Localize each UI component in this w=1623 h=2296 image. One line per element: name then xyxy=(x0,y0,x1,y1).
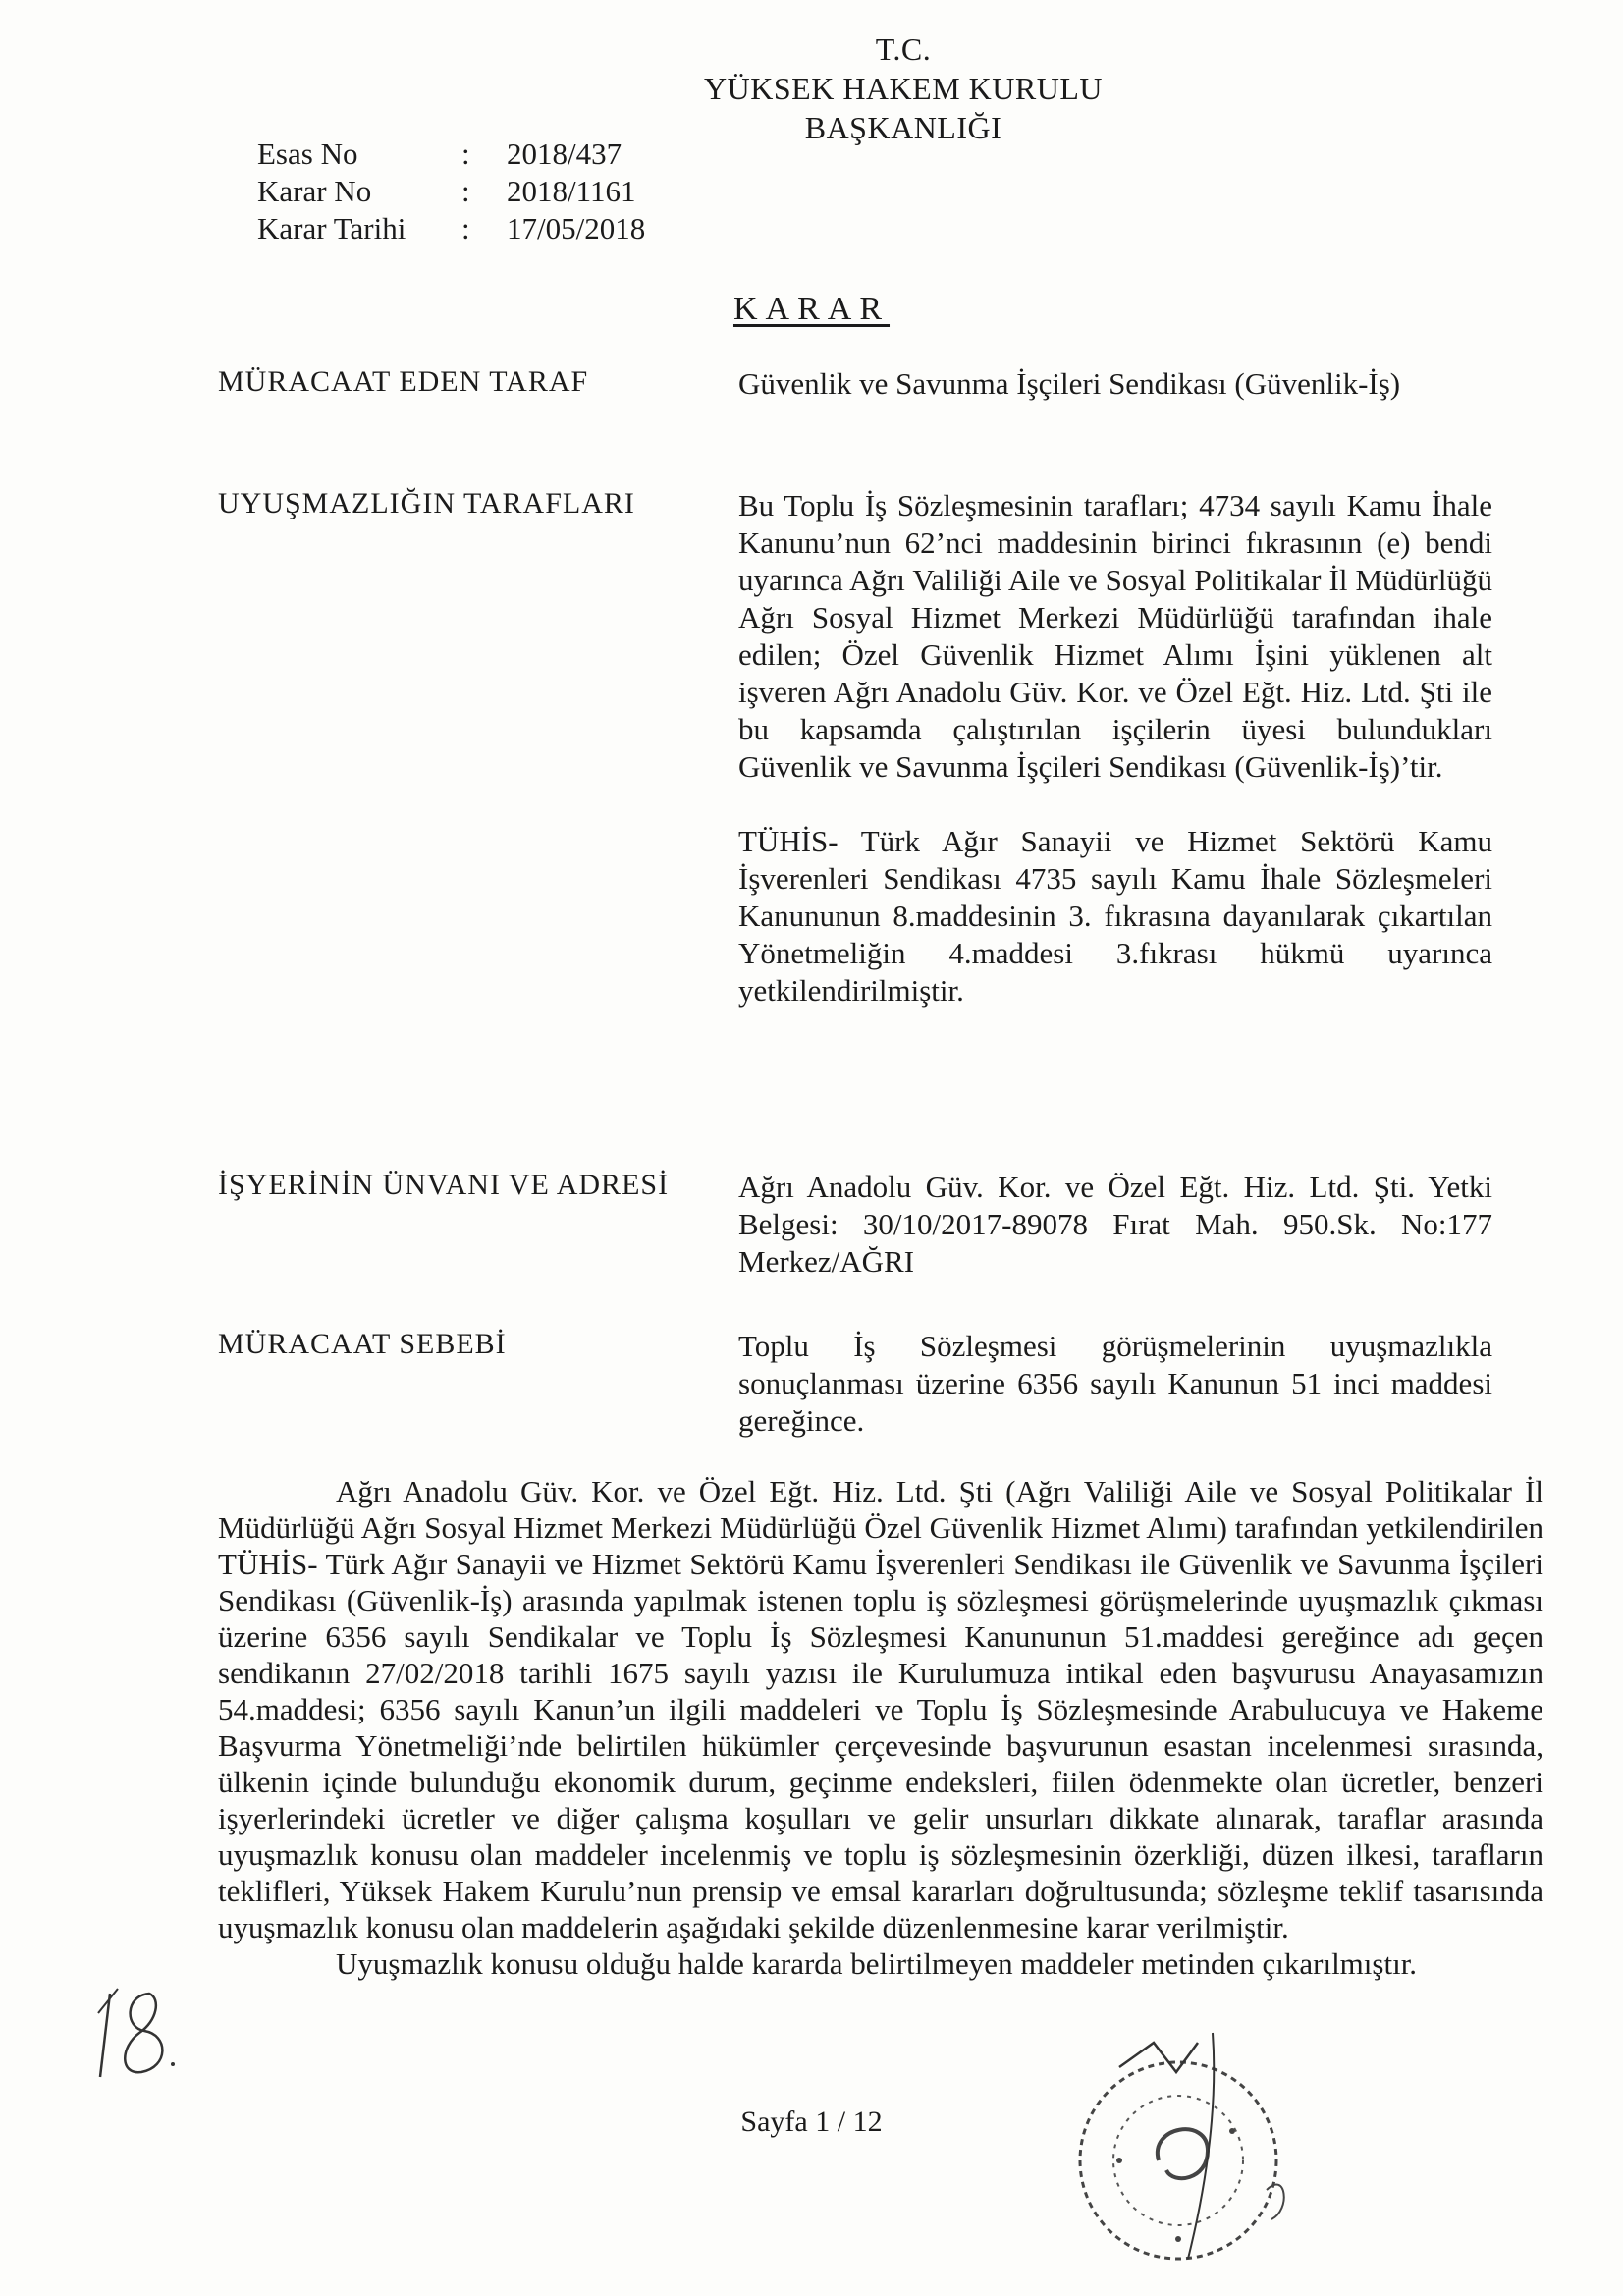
institution-header xyxy=(589,29,1217,147)
meta-value: 2018/437 xyxy=(507,137,622,171)
handwritten-note-icon xyxy=(81,1974,189,2092)
meta-colon: : xyxy=(461,137,470,171)
meta-colon: : xyxy=(461,211,470,246)
section-body xyxy=(738,487,1492,1010)
section-label: MÜRACAAT EDEN TARAF xyxy=(218,365,589,398)
section-body xyxy=(738,1328,1492,1440)
decision-body xyxy=(218,1473,1543,1982)
meta-label: Karar Tarihi xyxy=(257,211,406,246)
section-body xyxy=(738,365,1492,403)
section-text: Toplu İş Sözleşmesi görüşmelerinin uyuşmazlıkla sonuçlanması üzerine 6356 sayılı Kanunun 51 inci maddesi gereğince. xyxy=(738,1329,1492,1438)
section-text: Güvenlik ve Savunma İşçileri Sendikası (Güvenlik-İş) xyxy=(738,366,1401,401)
section-label: UYUŞMAZLIĞIN TARAFLARI xyxy=(218,487,635,519)
header-line-tc: T.C. xyxy=(875,31,932,67)
section-label: MÜRACAAT SEBEBİ xyxy=(218,1328,507,1360)
meta-label: Karar No xyxy=(257,174,372,208)
meta-label: Esas No xyxy=(257,137,358,171)
body-paragraph: Uyuşmazlık konusu olduğu halde kararda belirtilmeyen maddeler metinden çıkarılmıştır. xyxy=(336,1946,1418,1981)
section-text: Ağrı Anadolu Güv. Kor. ve Özel Eğt. Hiz. Ltd. Şti. Yetki Belgesi: 30/10/2017-89078 Fırat Mah. 950.Sk. No:177 Merkez/AĞRI xyxy=(738,1170,1492,1279)
header-line-institution: YÜKSEK HAKEM KURULU xyxy=(704,71,1103,106)
section-paragraph: TÜHİS- Türk Ağır Sanayii ve Hizmet Sektörü Kamu İşverenleri Sendikası 4735 sayılı Kamu İhale Sözleşmeleri Kanununun 8.maddesinin 3. fıkrasına dayanılarak çıkartılan Yönetmeliğin 4.maddesi 3.fıkrası hükmü uyarınca yetkilendirilmiştir. xyxy=(738,824,1492,1008)
meta-colon: : xyxy=(461,174,470,208)
meta-row-esas xyxy=(257,136,645,173)
official-seal-icon xyxy=(1060,2013,1306,2288)
header-line-presidency: BAŞKANLIĞI xyxy=(804,110,1002,145)
document-title: KARAR xyxy=(732,291,891,327)
page-number: Sayfa 1 / 12 xyxy=(740,2105,883,2138)
case-metadata xyxy=(257,136,645,247)
body-paragraph: Ağrı Anadolu Güv. Kor. ve Özel Eğt. Hiz. Ltd. Şti (Ağrı Valiliği Aile ve Sosyal Politikalar İl Müdürlüğü Ağrı Sosyal Hizmet Merkezi Müdürlüğü Özel Güvenlik Hizmet Alımı) tarafından yetkilendirilen TÜHİS- Türk Ağır Sanayii ve Hizmet Sektörü Kamu İşverenleri Sendikası ile Güvenlik ve Savunma İşçileri Sendikası (Güvenlik-İş) arasında yapılmak istenen toplu iş sözleşmesi görüşmelerinde uyuşmazlık çıkması üzerine 6356 sayılı Sendikalar ve Toplu İş Sözleşmesi Kanununun 51.maddesi gereğince adı geçen sendikanın 27/02/2018 tarihli 1675 sayılı yazısı ile Kurulumuza intikal eden başvurusu Anayasamızın 54.maddesi; 6356 sayılı Kanun’un ilgili maddeleri ve Toplu İş Sözleşmesinde Arabulucuya ve Hakeme Başvurma Yönetmeliği’nde belirtilen hükümler çerçevesinde başvurunun esastan incelenmesi sırasında, ülkenin içinde bulunduğu ekonomik durum, geçinme endeksleri, fiilen ödenmekte olan ücretler, benzeri işyerlerindeki ücretler ve diğer çalışma koşulları ve gelir unsurları dikkate alınarak, taraflar arasında uyuşmazlık konusu olan maddeler incelenmiş ve toplu iş sözleşmesinin özerkliği, düzen ilkesi, tarafların teklifleri, Yüksek Hakem Kurulu’nun prensip ve emsal kararları doğrultusunda; sözleşme teklif tasarısında uyuşmazlık konusu olan maddelerin aşağıdaki şekilde düzenlenmesine karar verilmiştir. xyxy=(218,1474,1543,1944)
meta-row-karar xyxy=(257,173,645,210)
meta-row-tarih xyxy=(257,210,645,247)
section-body xyxy=(738,1169,1492,1281)
meta-value: 17/05/2018 xyxy=(507,211,646,246)
section-paragraph: Bu Toplu İş Sözleşmesinin tarafları; 4734 sayılı Kamu İhale Kanunu’nun 62’nci maddesinin birinci fıkrasının (e) bendi uyarınca Ağrı Valiliği Aile ve Sosyal Politikalar İl Müdürlüğü Ağrı Sosyal Hizmet Merkezi Müdürlüğü tarafından ihale edilen; Özel Güvenlik Hizmet Alımı İşini yüklenen alt işveren Ağrı Anadolu Güv. Kor. ve Özel Eğt. Hiz. Ltd. Şti ile bu kapsamda çalıştırılan işçilerin üyesi bulundukları Güvenlik ve Savunma İşçileri Sendikası (Güvenlik-İş)’tir. xyxy=(738,488,1492,784)
section-label: İŞYERİNİN ÜNVANI VE ADRESİ xyxy=(218,1169,670,1201)
meta-value: 2018/1161 xyxy=(507,174,636,208)
